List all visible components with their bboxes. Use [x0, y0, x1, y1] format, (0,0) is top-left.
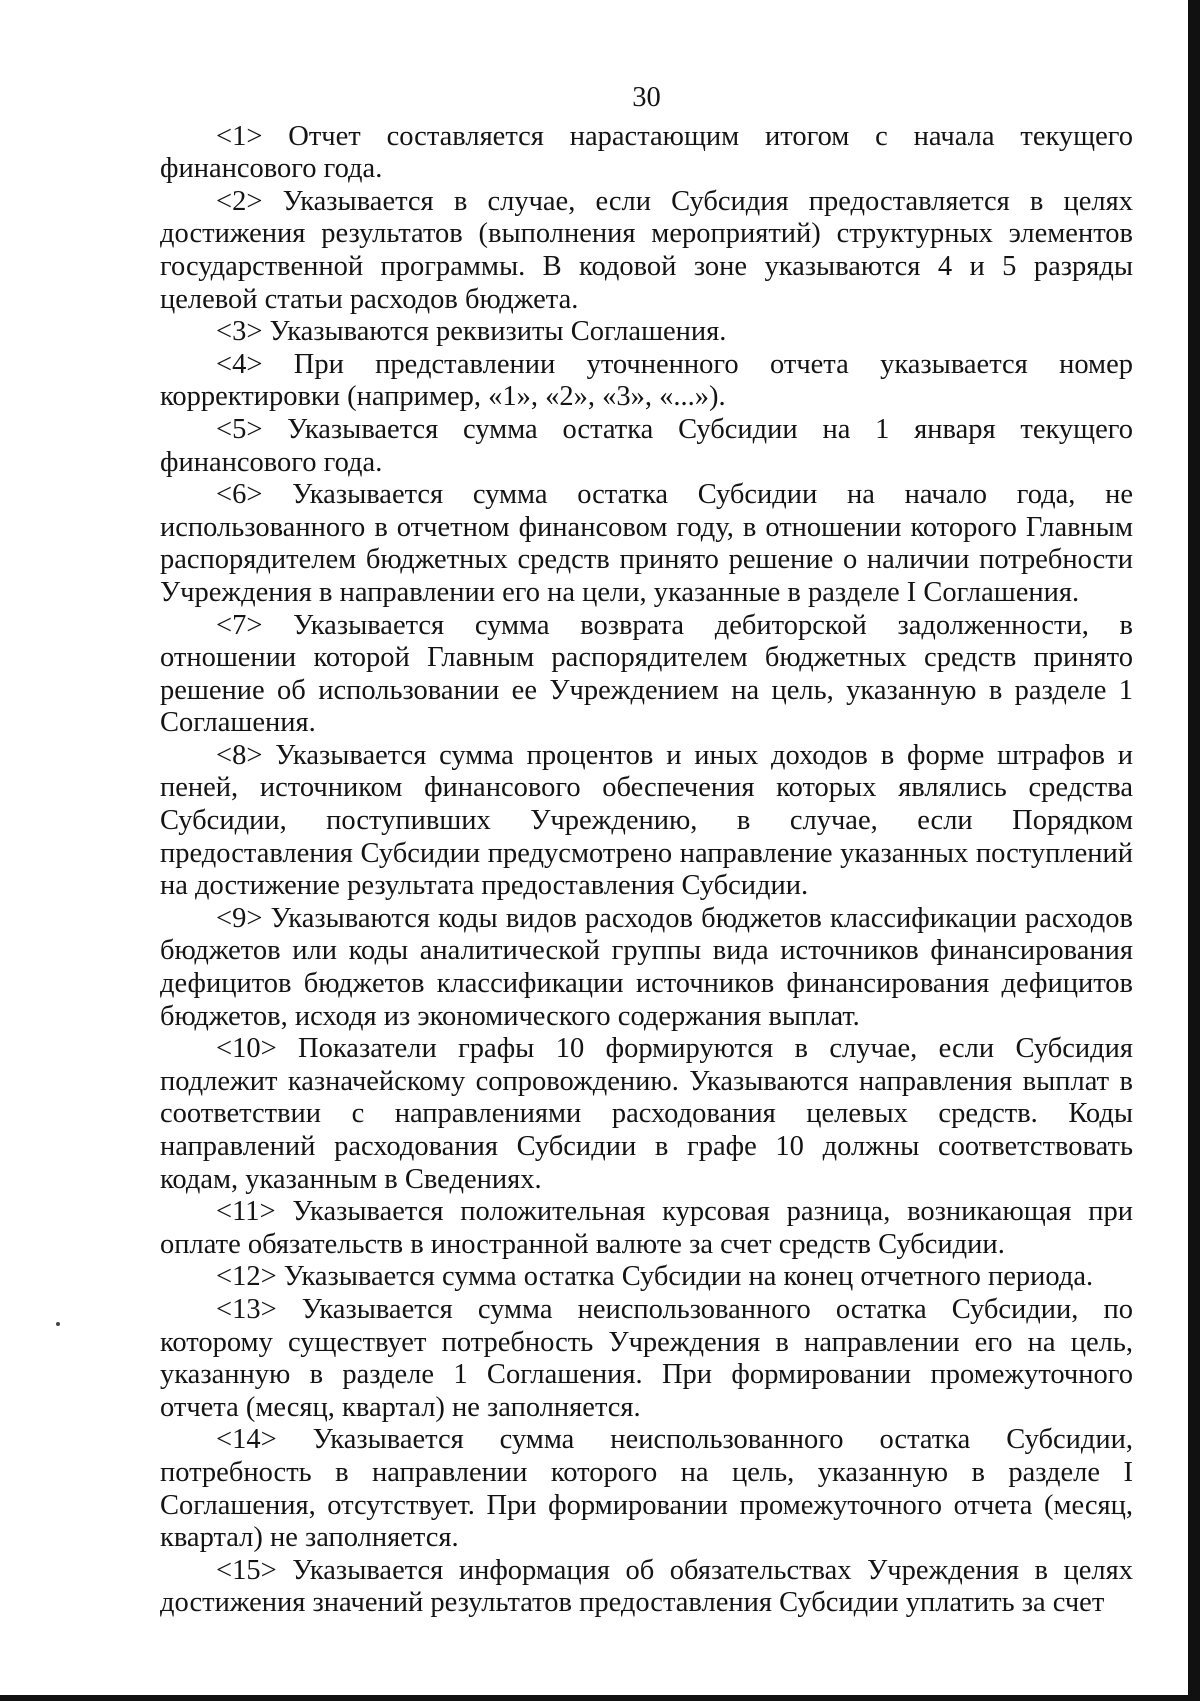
footnote-5: <5> Указывается сумма остатка Субсидии на 1 января текущего финансового года.: [160, 413, 1133, 478]
footnote-8: <8> Указывается сумма процентов и иных доходов в форме штрафов и пеней, источником финансового обеспечения которых являлись средства Субсидии, поступивших Учреждению, в случае, если Порядком предоставления Субсидии предусмотрено направление указанных поступлений на достижение результата предоставления Субсидии.: [160, 739, 1133, 902]
page-number: 30: [632, 82, 661, 113]
scan-edge-bottom: [0, 1695, 1200, 1701]
scan-edge-right: [1188, 0, 1200, 1701]
footnote-3: <3> Указываются реквизиты Соглашения.: [216, 316, 727, 348]
footnote-6: <6> Указывается сумма остатка Субсидии на начало года, не использованного в отчетном финансовом году, в отношении которого Главным распорядителем бюджетных средств принято решение о наличии потребности Учреждения в направлении его на цели, указанные в разделе I Соглашения.: [160, 479, 1133, 608]
footnote-9: <9> Указываются коды видов расходов бюджетов классификации расходов бюджетов или коды аналитической группы вида источников финансирования дефицитов бюджетов классификации источников финансирования дефицитов бюджетов, исходя из экономического содержания выплат.: [160, 902, 1133, 1032]
footnote-15: <15> Указывается информация об обязательствах Учреждения в целях достижения значений результатов предоставления Субсидии уплатить за счет: [160, 1554, 1133, 1619]
footnote-14: <14> Указывается сумма неиспользованного остатка Субсидии, потребность в направлении которого на цель, указанную в разделе I Соглашения, отсутствует. При формировании промежуточного отчета (месяц, квартал) не заполняется.: [160, 1424, 1133, 1554]
scan-speck: [56, 1322, 60, 1326]
document-page: [160, 82, 1133, 1620]
footnote-10: <10> Показатели графы 10 формируются в случае, если Субсидия подлежит казначейскому сопровождению. Указываются направления выплат в соответствии с направлениями расходования целевых средств. Коды направлений расходования Субсидии в графе 10 должны соответствовать кодам, указанным в Сведениях.: [160, 1033, 1133, 1195]
footnote-13: <13> Указывается сумма неиспользованного остатка Субсидии, по которому существует потребность Учреждения в направлении его на цель, указанную в разделе 1 Соглашения. При формировании промежуточного отчета (месяц, квартал) не заполняется.: [160, 1293, 1133, 1423]
footnote-7: <7> Указывается сумма возврата дебиторской задолженности, в отношении которой Главным распорядителем бюджетных средств принято решение об использовании ее Учреждением на цель, указанную в разделе 1 Соглашения.: [160, 609, 1133, 739]
footnote-1: <1> Отчет составляется нарастающим итогом с начала текущего финансового года.: [160, 120, 1133, 185]
footnote-4: <4> При представлении уточненного отчета указывается номер корректировки (например, «1», «2», «3», «...»).: [160, 348, 1133, 413]
footnote-11: <11> Указывается положительная курсовая разница, возникающая при оплате обязательств в иностранной валюте за счет средств Субсидии.: [160, 1196, 1133, 1260]
footnote-12: <12> Указывается сумма остатка Субсидии на конец отчетного периода.: [216, 1261, 1094, 1293]
footnote-2: <2> Указывается в случае, если Субсидия предоставляется в целях достижения результатов (выполнения мероприятий) структурных элементов государственной программы. В кодовой зоне указываются 4 и 5 разряды целевой статьи расходов бюджета.: [160, 185, 1133, 315]
